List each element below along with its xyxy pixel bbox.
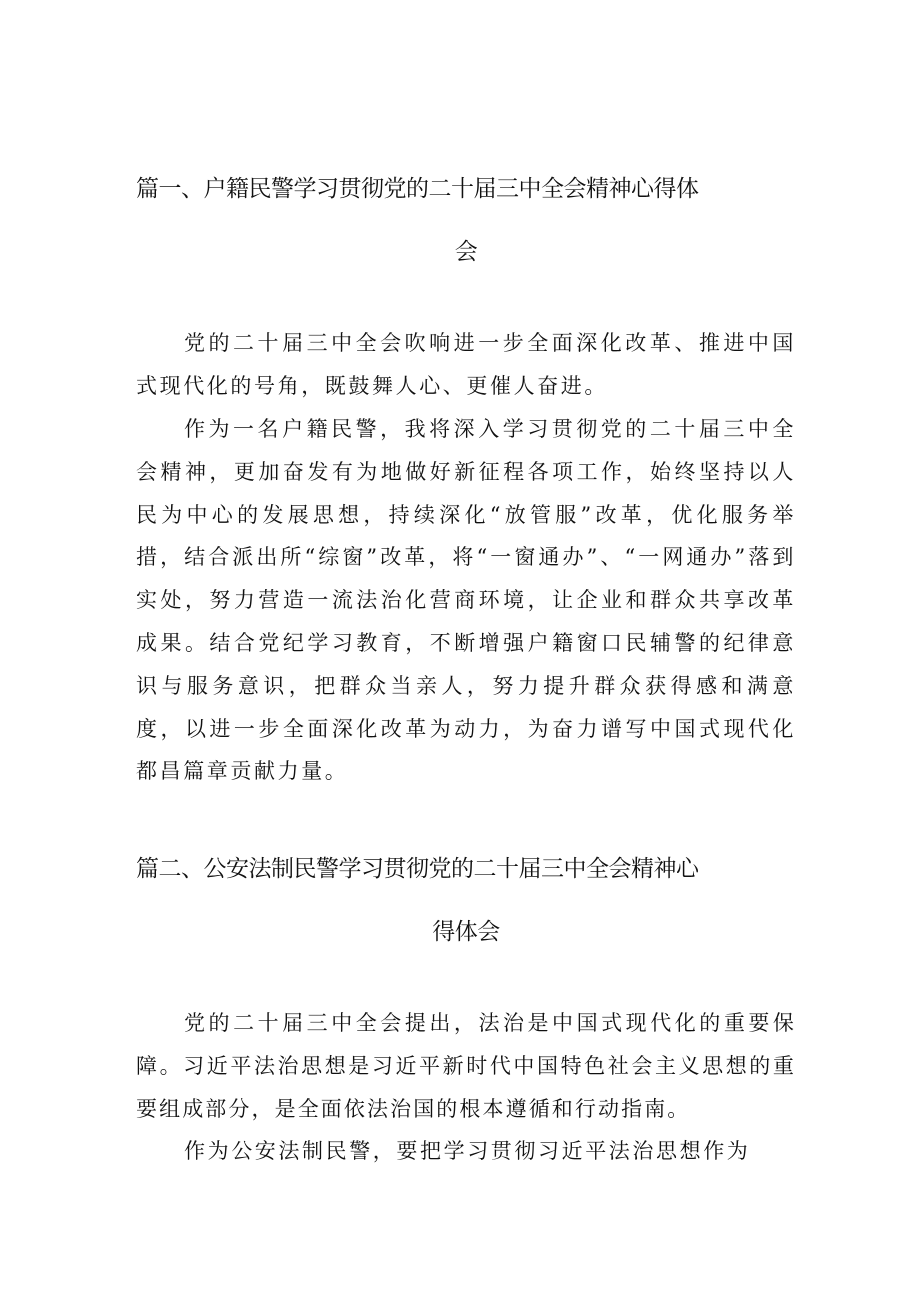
section2-title-line2: 得体会 — [432, 919, 500, 945]
section2-title-line1: 篇二、公安法制民警学习贯彻党的二十届三中全会精神心 — [136, 856, 699, 882]
section1-paragraph-2: 作为一名户籍民警，我将深入学习贯彻党的二十届三中全会精神，更加奋发有为地做好新征程各项工作，始终坚持以人民为中心的发展思想，持续深化“放管服”改革，优化服务举措，结合派出所“综窗”改革，将“一窗通办”、“一网通办”落到实处，努力营造一流法治化营商环境，让企业和群众共享改革成果。结合党纪学习教育，不断增强户籍窗口民辅警的纪律意识与服务意识，把群众当亲人，努力提升群众获得感和满意度，以进一步全面深化改革为动力，为奋力谱写中国式现代化都昌篇章贡献力量。 — [136, 417, 796, 784]
section2-paragraph-1: 党的二十届三中全会提出，法治是中国式现代化的重要保障。习近平法治思想是习近平新时代中国特色社会主义思想的重要组成部分，是全面依法治国的根本遵循和行动指南。 — [136, 1011, 796, 1121]
section2-title — [136, 838, 796, 964]
section1-title — [136, 158, 796, 284]
section1-paragraph-1: 党的二十届三中全会吹响进一步全面深化改革、推进中国式现代化的号角，既鼓舞人心、更催人奋进。 — [136, 331, 796, 398]
section1-title-line1: 篇一、户籍民警学习贯彻党的二十届三中全会精神心得体 — [136, 176, 699, 202]
section2-paragraph-2: 作为公安法制民警，要把学习贯彻习近平法治思想作为 — [184, 1139, 751, 1163]
section1-title-line2: 会 — [454, 239, 478, 265]
